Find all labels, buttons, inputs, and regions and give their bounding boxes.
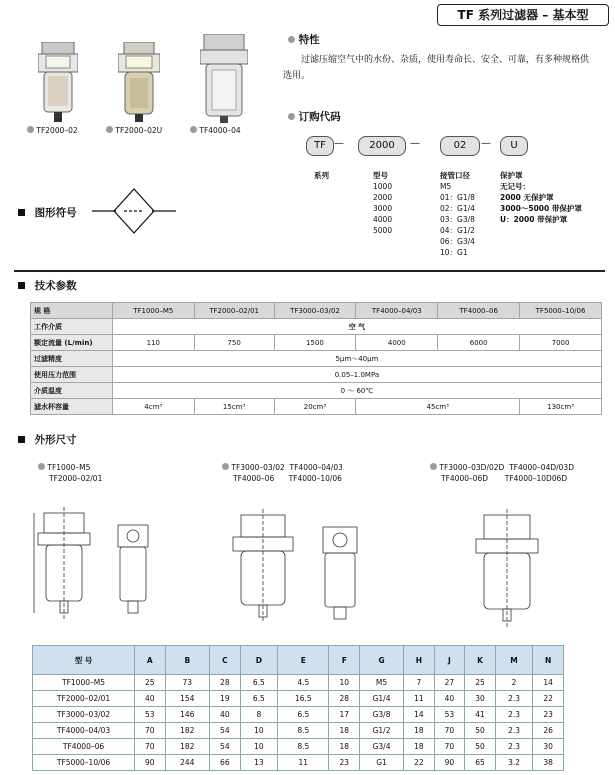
dim-value-cell: 18 [404, 739, 435, 755]
tech-cell: 15cm³ [194, 399, 274, 415]
guard-line: 3000～5000 带保护罩 [500, 204, 582, 213]
dim-value-cell: 53 [434, 707, 465, 723]
dim-value-cell: 30 [533, 739, 564, 755]
dim-value-cell: 22 [533, 691, 564, 707]
dim-value-cell: 23 [329, 755, 360, 771]
dim-value-cell: 244 [165, 755, 209, 771]
dim-header-cell: A [135, 646, 166, 675]
guard-line: 无记号： [500, 182, 530, 191]
dim-value-cell: 18 [404, 723, 435, 739]
dim-value-cell: 40 [434, 691, 465, 707]
dim-value-cell: 66 [210, 755, 241, 771]
dim-value-cell: 6.5 [278, 707, 329, 723]
port-item: M5 [440, 182, 452, 191]
filter-symbol-icon [92, 186, 176, 240]
dim-model-label: TF4000–10/06 [288, 474, 342, 483]
bullet-icon [288, 36, 295, 43]
dim-value-cell: 8.5 [278, 723, 329, 739]
bullet-icon [106, 126, 113, 133]
dim-value-cell: G1 [360, 755, 404, 771]
bullet-icon [190, 126, 197, 133]
bullet-icon [430, 463, 437, 470]
dim-model-cell: TF2000–02/01 [33, 691, 135, 707]
dim-value-cell: 90 [135, 755, 166, 771]
model-item: 4000 [373, 215, 393, 224]
product-image-tf2000-02u [118, 42, 160, 124]
drawing-medium [225, 505, 365, 631]
tech-header-cell: TF1000–M5 [112, 303, 194, 319]
square-bullet-icon [18, 282, 25, 289]
code-dash: — [481, 138, 491, 149]
dim-value-cell: 18 [329, 723, 360, 739]
tech-cell: 0 ～ 60℃ [112, 383, 601, 399]
tech-heading-text: 技术参数 [34, 280, 77, 292]
tech-row-medium [31, 319, 602, 335]
dim-value-cell: 182 [165, 723, 209, 739]
dim-group-2 [222, 462, 343, 484]
code-dash: — [334, 138, 344, 149]
tech-heading [18, 278, 77, 293]
dim-value-cell: G3/4 [360, 739, 404, 755]
bullet-icon [38, 463, 45, 470]
dimensions-heading-text: 外形尺寸 [34, 434, 77, 446]
square-bullet-icon [18, 209, 25, 216]
features-heading [288, 32, 320, 47]
dim-value-cell: 10 [240, 739, 278, 755]
tech-row-bowl [31, 399, 602, 415]
dim-value-cell: 8 [240, 707, 278, 723]
symbol-heading-text: 图形符号 [34, 207, 77, 219]
page-title: TF 系列过滤器 – 基本型 [437, 4, 609, 26]
bullet-icon [27, 126, 34, 133]
features-heading-text: 特性 [298, 34, 320, 46]
product-label: TF4000–04 [199, 126, 241, 135]
dim-value-cell: 146 [165, 707, 209, 723]
tech-cell: 7000 [520, 335, 602, 351]
dim-value-cell: 40 [135, 691, 166, 707]
dim-value-cell: 25 [465, 675, 496, 691]
dim-value-cell: 10 [240, 723, 278, 739]
table-row [33, 675, 564, 691]
dim-value-cell: 70 [434, 739, 465, 755]
guard-line: 2000 无保护罩 [500, 193, 554, 202]
drawing-small [30, 505, 160, 631]
dim-value-cell: 2.3 [495, 723, 533, 739]
dim-value-cell: 11 [278, 755, 329, 771]
tech-cell: 5μm～40μm [112, 351, 601, 367]
tech-header-cell: TF4000–06 [438, 303, 520, 319]
tech-cell: 空 气 [112, 319, 601, 335]
drawing-large [470, 505, 550, 634]
dim-value-cell: 182 [165, 739, 209, 755]
dim-model-label: TF4000–04/03 [289, 463, 343, 472]
tech-header-cell: 规 格 [31, 303, 113, 319]
tech-row-label: 滤水杯容量 [31, 399, 113, 415]
port-label: 接管口径 [440, 171, 470, 180]
dim-value-cell: 54 [210, 723, 241, 739]
divider [14, 270, 605, 272]
dim-value-cell: 14 [533, 675, 564, 691]
dim-value-cell: G1/2 [360, 723, 404, 739]
dim-value-cell: 30 [465, 691, 496, 707]
tech-header-cell: TF4000–04/03 [356, 303, 438, 319]
dim-value-cell: 54 [210, 739, 241, 755]
dim-value-cell: 53 [135, 707, 166, 723]
dim-value-cell: 6.5 [240, 691, 278, 707]
guard-column [500, 170, 582, 225]
port-item: 02：G1/4 [440, 204, 475, 213]
guard-label: 保护罩 [500, 171, 523, 180]
dimension-table [32, 645, 564, 771]
dim-header-cell: D [240, 646, 278, 675]
tech-row-flow [31, 335, 602, 351]
dim-value-cell: 28 [210, 675, 241, 691]
model-item: 2000 [373, 193, 393, 202]
dim-header-cell: C [210, 646, 241, 675]
dim-header-cell: B [165, 646, 209, 675]
dim-value-cell: 50 [465, 723, 496, 739]
dim-value-cell: 19 [210, 691, 241, 707]
code-dash: — [410, 138, 420, 149]
tech-row-label: 工作介质 [31, 319, 113, 335]
dim-value-cell: 70 [434, 723, 465, 739]
product-caption-1 [27, 126, 78, 135]
dim-value-cell: G1/4 [360, 691, 404, 707]
product-image-tf4000-04 [200, 34, 248, 124]
dim-value-cell: 26 [533, 723, 564, 739]
dim-value-cell: 65 [465, 755, 496, 771]
dim-value-cell: 38 [533, 755, 564, 771]
dim-value-cell: 73 [165, 675, 209, 691]
tech-cell: 750 [194, 335, 274, 351]
code-box-series: TF [306, 136, 334, 156]
product-caption-2 [106, 126, 162, 135]
dim-value-cell: 2.3 [495, 691, 533, 707]
dim-value-cell: M5 [360, 675, 404, 691]
symbol-heading [18, 205, 77, 220]
dim-model-cell: TF4000–06 [33, 739, 135, 755]
port-item: 10：G1 [440, 248, 468, 257]
dim-value-cell: 154 [165, 691, 209, 707]
dim-value-cell: 40 [210, 707, 241, 723]
dim-model-cell: TF5000–10/06 [33, 755, 135, 771]
dim-value-cell: 2 [495, 675, 533, 691]
table-row [33, 707, 564, 723]
dim-model-label: TF4000–04D/03D [509, 463, 574, 472]
dim-model-label: TF1000–M5 [47, 463, 91, 472]
tech-cell: 6000 [438, 335, 520, 351]
dim-model-label: TF4000–10D06D [504, 474, 568, 483]
dim-value-cell: 27 [434, 675, 465, 691]
product-caption-3 [190, 126, 241, 135]
dim-value-cell: 22 [404, 755, 435, 771]
tech-cell: 0.05–1.0MPa [112, 367, 601, 383]
dim-value-cell: 16.5 [278, 691, 329, 707]
dim-value-cell: 28 [329, 691, 360, 707]
product-label: TF2000–02U [115, 126, 163, 135]
dim-model-label: TF4000–06 [233, 474, 275, 483]
dim-header-cell: K [465, 646, 496, 675]
dim-value-cell: 50 [465, 739, 496, 755]
dim-value-cell: 90 [434, 755, 465, 771]
dim-value-cell: 3.2 [495, 755, 533, 771]
tech-row-pressure [31, 367, 602, 383]
dim-value-cell: 13 [240, 755, 278, 771]
table-row [33, 723, 564, 739]
dim-group-3 [430, 462, 574, 484]
dim-model-cell: TF3000–03/02 [33, 707, 135, 723]
tech-cell: 4000 [356, 335, 438, 351]
port-item: 04：G1/2 [440, 226, 475, 235]
dim-header-cell: J [434, 646, 465, 675]
tech-table [30, 302, 602, 415]
product-label: TF2000–02 [36, 126, 78, 135]
dim-model-label: TF4000–06D [441, 474, 489, 483]
tech-row-precision [31, 351, 602, 367]
dim-value-cell: 11 [404, 691, 435, 707]
dim-value-cell: 70 [135, 723, 166, 739]
table-row [33, 755, 564, 771]
dim-header-cell: E [278, 646, 329, 675]
model-item: 3000 [373, 204, 393, 213]
model-column [373, 170, 392, 236]
dim-value-cell: 7 [404, 675, 435, 691]
dim-header-cell: N [533, 646, 564, 675]
tech-header-row [31, 303, 602, 319]
dim-group-1 [38, 462, 102, 484]
model-item: 5000 [373, 226, 393, 235]
dim-model-label: TF3000–03/02 [231, 463, 285, 472]
dim-model-label: TF2000–02/01 [49, 474, 103, 483]
tech-row-label: 额定流量 (L/min) [31, 335, 113, 351]
series-label: 系列 [314, 171, 329, 180]
product-image-tf2000-02 [38, 42, 78, 124]
dim-value-cell: 70 [135, 739, 166, 755]
dim-value-cell: 10 [329, 675, 360, 691]
dim-header-cell: H [404, 646, 435, 675]
guard-line: U：2000 带保护罩 [500, 215, 568, 224]
dimensions-heading [18, 432, 77, 447]
dim-value-cell: 2.3 [495, 707, 533, 723]
dim-value-cell: 4.5 [278, 675, 329, 691]
dim-value-cell: 18 [329, 739, 360, 755]
tech-header-cell: TF5000–10/06 [520, 303, 602, 319]
order-code-heading [288, 109, 341, 124]
port-item: 03：G3/8 [440, 215, 475, 224]
bullet-icon [288, 113, 295, 120]
tech-header-cell: TF3000–03/02 [274, 303, 356, 319]
dim-value-cell: 8.5 [278, 739, 329, 755]
tech-row-temp [31, 383, 602, 399]
dim-header-cell: M [495, 646, 533, 675]
model-label: 型号 [373, 171, 388, 180]
dim-value-cell: 25 [135, 675, 166, 691]
port-item: 06：G3/4 [440, 237, 475, 246]
code-box-port: 02 [440, 136, 480, 156]
tech-cell: 1500 [274, 335, 356, 351]
dim-value-cell: G3/8 [360, 707, 404, 723]
tech-cell: 20cm³ [274, 399, 356, 415]
tech-row-label: 过滤精度 [31, 351, 113, 367]
bullet-icon [222, 463, 229, 470]
tech-cell: 45cm³ [356, 399, 520, 415]
port-item: 01：G1/8 [440, 193, 475, 202]
dim-value-cell: 6.5 [240, 675, 278, 691]
table-row [33, 691, 564, 707]
dim-table-body [33, 675, 564, 771]
features-text: 过滤压缩空气中的水份、杂质，使用寿命长、安全、可靠，有多种规格供选用。 [283, 55, 590, 81]
port-column [440, 170, 475, 258]
code-box-guard: U [500, 136, 528, 156]
tech-row-label: 使用压力范围 [31, 367, 113, 383]
dim-value-cell: 41 [465, 707, 496, 723]
dim-header-cell: F [329, 646, 360, 675]
dim-value-cell: 14 [404, 707, 435, 723]
table-row [33, 739, 564, 755]
square-bullet-icon [18, 436, 25, 443]
dim-model-cell: TF1000–M5 [33, 675, 135, 691]
tech-row-label: 介质温度 [31, 383, 113, 399]
tech-cell: 130cm³ [520, 399, 602, 415]
model-item: 1000 [373, 182, 393, 191]
tech-header-cell: TF2000–02/01 [194, 303, 274, 319]
dim-header-cell: 型 号 [33, 646, 135, 675]
dim-value-cell: 17 [329, 707, 360, 723]
dim-header-row [33, 646, 564, 675]
dim-model-label: TF3000–03D/02D [439, 463, 505, 472]
dim-header-cell: G [360, 646, 404, 675]
tech-cell: 4cm³ [112, 399, 194, 415]
dim-value-cell: 2.3 [495, 739, 533, 755]
code-box-model: 2000 [358, 136, 406, 156]
dim-value-cell: 23 [533, 707, 564, 723]
tech-cell: 110 [112, 335, 194, 351]
order-code-heading-text: 订购代码 [298, 111, 341, 123]
dim-model-cell: TF4000–04/03 [33, 723, 135, 739]
